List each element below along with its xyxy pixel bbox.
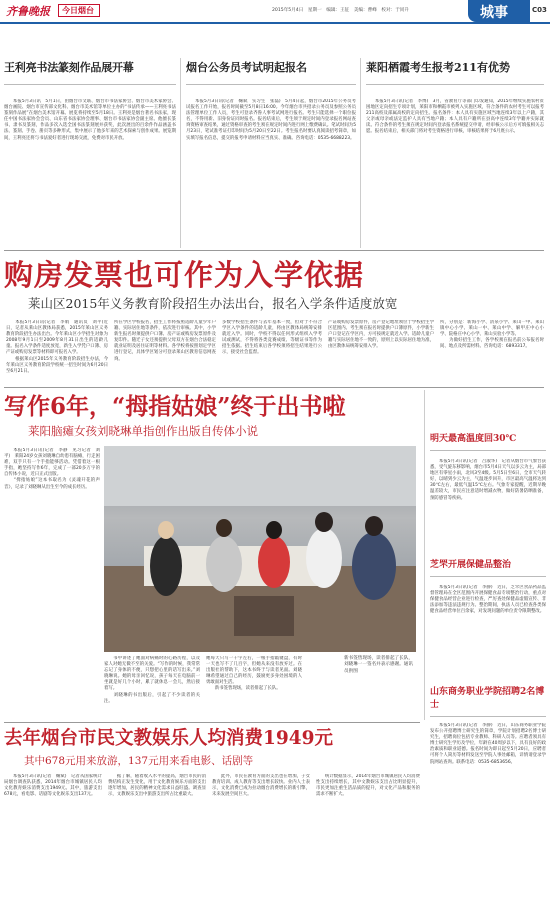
bottom-column-3: 此外，市民在教育方面的支出也在增加，子女教育培训、成人教育等支出增长较快。业内人士表示，文化消费已成为拉动烟台消费增长的新引擎，未来发展空间巨大。: [212, 774, 310, 798]
headline-rule: [430, 716, 546, 717]
main-column-4: 产证或购房发票原件，房产登记地址须位于学校招生学区范围内。考生须在报名时提供户口簿原件，小学新生户口登记在学区内，方可按规定就近入学。适龄儿童户籍与实际居住地不一致的，原则上以实际居住地为准，由区教体局统筹安排入学。: [328, 320, 434, 350]
article-body: 本报5月3日讯 5月1日，由烟台市文联、烟台市书法家协会、烟台市美术家协会、烟台画院、烟台市宣传部文化科、烟台市美术馆等单位主办的“书法传承——王利亮书法篆刻作品展”在烟台美术馆开幕。展览将持续至5月18日。王利亮是烟台著名书法家，现任中国书法家协会会员、山东省书法家协会理事、烟台市书法家协会副主席。他擅长篆书、隶书及篆刻，作品多次入选全国书法篆刻展并获奖，此次展出的百余件作品涵盖书法、篆刻、手卷、册页等多种形式，集中展示了他多年来的艺术探索与创作成果。展览期间，王利亮还将与书法爱好者进行现场交流，免费对市民开放。: [4, 99, 176, 141]
main-column-5: 所，分别是：新海小学、清泉小学、莱山一中、莱山镇中心小学、莱山一中、莱山中学、解甲庄中心小学、院格庄中心小学、莱山实验小学等。 为做好招生工作，各学校须在报名前公布报名时间、地点及所需材料。咨询电话：6893317。: [440, 320, 544, 350]
headline-rule: [430, 450, 546, 451]
article-body: 本报5月3日讯(记者 李博) 3月，省教育厅等部门印发通知，2015年继续实施农村贫困地区定向招生专项计划，莱阳市和栖霞市被列入实施区域，符合条件的农村考生可以报考211高校及部属高校的定向招生。报名条件：本人具有实施区域当地连续3年以上户籍，其父亲或母亲或法定监护人具有当地户籍；本人具有户籍所在县高中连续3年学籍并实际就读。符合条件的考生须在规定时间内登录报名系统提交申请，经审核公示后方可填报相关志愿。报名结束后，相关部门将对考生资格进行审核，审核结果将于6月底公示。: [366, 99, 544, 135]
college-body: 本报5月3日讯(记者 李静) 近日，山东商务职业学院发布公开招聘博士研究生的简章，学院计划招聘2名博士研究生，招聘岗位包括专业教师、科研人员等。应聘者须具有博士研究生学历及学位，年龄在40周岁以下，具有良好的政治素质和职业道德。报名时间为即日起至5月20日，应聘者可将个人简历等材料发送至学院人事处邮箱，详情请登录学院网站查询。联系电话：0535-6853656。: [430, 723, 546, 765]
section-rule: [4, 722, 420, 723]
section-rule: [4, 250, 544, 251]
zhifu-headline: 芝罘开展保健品整治: [430, 560, 512, 570]
headline-rule: [186, 84, 356, 85]
date-line: 2015年5月4日 星期一 编辑：王征 美编：曹峰 校对：于同升: [272, 8, 409, 13]
article-civil-exam: [186, 60, 356, 269]
zhifu-body: 本报5月3日讯(记者 李静) 近日，芝罘区食品药品监督管理局在全区范围内开展保健食品专项整治行动，重点对保健食品经营企业进行检查，严厉查处保健品虚假宣传、非法添加等违法违规行为。整治期间，执法人员已检查各类保健食品经营单位百余家，对发现问题的单位责令限期整改。: [430, 585, 546, 615]
article-headline: 烟台公务员考试明起报名: [186, 61, 307, 74]
photo-caption: 新书签售现场，读者排起了长队，刘晓琳一一签名并表示感谢。通讯员供图: [344, 656, 413, 674]
main-columns: [4, 320, 544, 382]
feature-headline: 写作6年，“拇指姑娘”终于出书啦: [4, 393, 346, 420]
main-column-1: 本报5月3日讯(记者 李娟 通讯员 刘平)近日，记者从莱山区教体局获悉，2015年莱山区义务教育阶段招生办法出台。今年莱山区小学招生对象为2008年9月1日至2009年8月31日出生的适龄儿童。报名入学条件适度放宽，新生入学凭户口簿、房产证或购房发票等材料即可报名入学。 根据莱山区2015年义务教育阶段招生办法，今年莱山区义务教育阶段学校统一招生时间为6月20日至6月21日。: [6, 320, 108, 374]
newspaper-logo: 齐鲁晚报: [6, 5, 50, 18]
bottom-column-4: 统计数据显示，2014年烟台市城镇居民人均消费性支出持续增长，其中文教娱乐支出占比明显提升，市民更加注重生活品质的提升，对文化产品和服务的需求不断扩大。: [316, 774, 420, 798]
feature-column-1: 本报5月3日讯(记者 李静 见习记者 刘平) 莱阳24岁女孩刘晓琳自幼患有脑瘫，行走困难，双手只有一个手指能够活动。凭借着这一根手指，她坚持写作6年，完成了一部20多万字的自传体小说，近日正式出版。 “拇指姑娘”这本书取名为《灵魂开花的声音》，记录了刘晓琳从出生至今的成长经历。: [4, 448, 100, 490]
main-headline: 购房发票也可作为入学依据: [4, 258, 365, 292]
zhifu-article: [430, 558, 546, 669]
masthead-rule: [0, 22, 550, 24]
weather-body: 本报5月3日讯(记者 吕淑华) 记者从烟台市气象台获悉，受气旋东移影响，烟台市5月4日天气以多云为主，局部地区有零星小雨，北风3至4级。5月5日至6日，全市天气转好，以晴到少云为主，气温逐步回升，市区最高气温将达到30℃左右，最低气温15℃左右。气象专家提醒，近期早晚温差较大，市民应注意适时增减衣物，做好防暑防晒准备，预防感冒等疾病。: [430, 459, 546, 501]
main-subhead: 莱山区2015年义务教育阶段招生办法出台，报名入学条件适度放宽: [28, 296, 398, 311]
column-divider: [360, 58, 361, 248]
article-laiyang: [366, 60, 544, 269]
headline-rule: [366, 84, 544, 85]
section-rule: [4, 387, 544, 388]
feature-column-3: 她每天只写一千字左右，一根手指敲键盘，有时一天也写不了几百字，但她从来没有放弃过。在出版社的帮助下，这本书终于与读者见面。刘晓琳希望通过自己的经历，鼓励更多身处困境的人勇敢面对生活。 新书签售现场，读者排起了长队。: [206, 656, 302, 692]
article-body: 本报5月3日讯(记者 鞠斌 实习生 张磊) 5月4日起，烟台市2015年公务员考试报名工作开始，报名时间截至5月8日16:00。今年烟台市共招录公务员及参照公务员法管理单位工作人员，考生可登录齐鲁人事考试网进行报名。考生只能选择一个职位报名，不得用新、旧身份证同时报名。报名结束后，考生须于规定时间内登录报名网站查询资格审查结果，通过资格审查的考生须在规定时间内进行网上缴费确认。笔试时间为5月23日，笔试准考证打印时间为5月20日至22日。考生报名时要认真阅读招考简章，如实填写报名信息，提交的报考申请材料应当真实、准确。咨询电话：0535-6688223。: [186, 99, 356, 141]
masthead: [0, 0, 550, 22]
section-badge: [468, 0, 530, 22]
section-name: 城事: [480, 5, 508, 21]
headline-rule: [430, 576, 546, 577]
bottom-column-1: 本报5月3日讯(记者 鞠斌) 记者从国家统计局烟台调查队获悉，2014年烟台市城镇居民人均文化教育娱乐消费支出1949元。其中，旅游支出678元，看电影、话剧等文化娱乐支出137元。: [4, 774, 102, 798]
article-calligraphy: [4, 60, 176, 289]
main-column-3: 多数学校招生条件与去年基本一致，但对于不符合学区入学条件的适龄儿童，将由区教体局统筹安排就近入学。同时，学校不得以任何形式组织入学考试或测试，不得将各类竞赛成绩、等级证书等作为招生依据。招生结束后各学校须将招生结果进行公示，接受社会监督。: [222, 320, 322, 356]
feature-subhead: 莱阳脑瘫女孩刘晓琳单指创作出版自传体小说: [28, 424, 258, 438]
bottom-headline: 去年烟台市民文教娱乐人均消费1949元: [4, 728, 333, 749]
weather-article: [430, 432, 546, 555]
feature-column-2: 书中讲述了她面对病痛时的心路历程，以及家人对她无微不至的关爱。“写作的时候，我常常忘记了身体的不便，只想把心里的话写出来。”刘晓琳说。她的母亲回忆说，孩子每天在电脑前一坐就是好几个小时，累了就休息一会儿，然后接着写。 刘晓琳的书出版后，引起了不少读者的关注。: [104, 656, 200, 704]
photo-scene: [104, 446, 416, 652]
college-headline: 山东商务职业学院招聘2名博士: [430, 687, 545, 710]
bottom-subhead: 其中678元用来放游，137元用来看电影、话剧等: [24, 755, 254, 767]
column-divider: [424, 390, 425, 720]
college-article: [430, 686, 546, 923]
column-divider: [180, 58, 181, 248]
headline-rule: [4, 84, 176, 85]
article-headline: 王利亮书法篆刻作品展开幕: [4, 61, 134, 74]
main-column-2: 所在学区学校报名，招生工作将按照适龄儿童少年户籍、实际居住地等条件，依次进行审核。其中，小学新生报名时须提供户口簿、房产证或购房发票原件及复印件。随迁子女还须提供父母双方在烟台合法稳定就业证明及居住证明等材料。各学校将按照划定学区进行登记，具体学区划分可登录莱山区教育信息网查询。: [114, 320, 216, 362]
bottom-column-2: 据了解，随着收入水平的提高，烟台市民的消费结构正发生变化，用于文化教育娱乐方面的支出逐年增加，居民的精神文化需求日益旺盛。调查显示，文教娱乐支出中旅游支出所占比重最大。: [108, 774, 206, 798]
book-signing-photo: [104, 446, 416, 652]
article-headline: 莱阳栖霞考生报考211有优势: [366, 61, 510, 74]
edition-name: 今日烟台: [62, 6, 94, 15]
page-number: C03: [532, 6, 547, 14]
weather-headline: 明天最高温度回30℃: [430, 434, 517, 444]
